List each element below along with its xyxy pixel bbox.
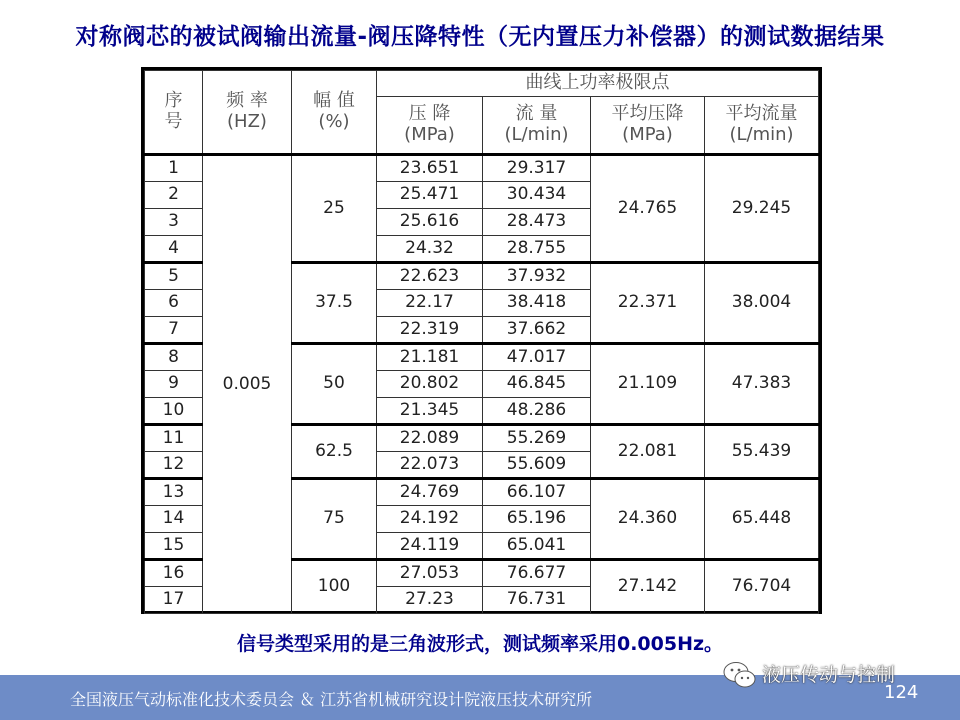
footer-organizations: 全国液压气动标准化技术委员会 ＆ 江苏省机械研究设计院液压技术研究所 — [70, 690, 593, 709]
cell-seq: 6 — [145, 290, 203, 317]
header-amplitude: 幅 值 (%) — [292, 71, 377, 155]
cell-avg-pressure-drop: 22.371 — [591, 263, 705, 344]
cell-seq: 4 — [145, 236, 203, 263]
cell-pressure-drop: 22.089 — [377, 425, 483, 452]
cell-pressure-drop: 22.319 — [377, 317, 483, 344]
cell-seq: 5 — [145, 263, 203, 290]
cell-flow: 38.418 — [483, 290, 591, 317]
cell-flow: 65.041 — [483, 533, 591, 560]
cell-avg-flow: 38.004 — [705, 263, 819, 344]
cell-avg-pressure-drop: 24.360 — [591, 479, 705, 560]
header-frequency: 频 率 (HZ) — [203, 71, 292, 155]
watermark-account: 液压传动与控制 — [762, 664, 896, 686]
header-flow: 流 量 (L/min) — [483, 97, 591, 155]
cell-amplitude: 50 — [292, 344, 377, 425]
cell-seq: 14 — [145, 506, 203, 533]
cell-amplitude: 37.5 — [292, 263, 377, 344]
header-avg-pressure-drop: 平均压降 (MPa) — [591, 97, 705, 155]
cell-pressure-drop: 24.769 — [377, 479, 483, 506]
cell-flow: 46.845 — [483, 371, 591, 398]
cell-avg-pressure-drop: 21.109 — [591, 344, 705, 425]
cell-amplitude: 100 — [292, 560, 377, 614]
cell-seq: 15 — [145, 533, 203, 560]
cell-pressure-drop: 27.053 — [377, 560, 483, 587]
cell-flow: 55.269 — [483, 425, 591, 452]
header-seq: 序 号 — [145, 71, 203, 155]
cell-amplitude: 25 — [292, 155, 377, 263]
cell-avg-flow: 76.704 — [705, 560, 819, 614]
wechat-icon — [722, 660, 758, 690]
header-power-limit-group: 曲线上功率极限点 — [377, 71, 819, 97]
cell-flow: 65.196 — [483, 506, 591, 533]
cell-flow: 66.107 — [483, 479, 591, 506]
cell-flow: 37.662 — [483, 317, 591, 344]
cell-seq: 10 — [145, 398, 203, 425]
cell-seq: 11 — [145, 425, 203, 452]
cell-seq: 9 — [145, 371, 203, 398]
cell-pressure-drop: 22.073 — [377, 452, 483, 479]
cell-pressure-drop: 20.802 — [377, 371, 483, 398]
cell-frequency: 0.005 — [203, 155, 292, 614]
signal-note: 信号类型采用的是三角波形式，测试频率采用0.005Hz。 — [236, 633, 724, 655]
cell-flow: 30.434 — [483, 182, 591, 209]
cell-pressure-drop: 27.23 — [377, 587, 483, 614]
cell-seq: 1 — [145, 155, 203, 182]
table-body — [145, 155, 819, 614]
cell-seq: 8 — [145, 344, 203, 371]
results-table — [141, 67, 822, 614]
cell-flow: 55.609 — [483, 452, 591, 479]
cell-pressure-drop: 22.17 — [377, 290, 483, 317]
cell-avg-pressure-drop: 22.081 — [591, 425, 705, 479]
cell-avg-flow: 55.439 — [705, 425, 819, 479]
cell-pressure-drop: 22.623 — [377, 263, 483, 290]
table-row — [145, 155, 819, 182]
cell-pressure-drop: 25.616 — [377, 209, 483, 236]
cell-flow: 48.286 — [483, 398, 591, 425]
cell-pressure-drop: 21.181 — [377, 344, 483, 371]
cell-flow: 76.677 — [483, 560, 591, 587]
cell-flow: 28.473 — [483, 209, 591, 236]
cell-avg-flow: 29.245 — [705, 155, 819, 263]
cell-seq: 12 — [145, 452, 203, 479]
cell-flow: 47.017 — [483, 344, 591, 371]
cell-avg-flow: 47.383 — [705, 344, 819, 425]
cell-seq: 2 — [145, 182, 203, 209]
cell-avg-pressure-drop: 27.142 — [591, 560, 705, 614]
cell-flow: 37.932 — [483, 263, 591, 290]
cell-seq: 16 — [145, 560, 203, 587]
header-avg-flow: 平均流量 (L/min) — [705, 97, 819, 155]
cell-pressure-drop: 25.471 — [377, 182, 483, 209]
cell-avg-pressure-drop: 24.765 — [591, 155, 705, 263]
cell-seq: 17 — [145, 587, 203, 614]
cell-amplitude: 75 — [292, 479, 377, 560]
cell-pressure-drop: 24.119 — [377, 533, 483, 560]
slide-title: 对称阀芯的被试阀输出流量-阀压降特性（无内置压力补偿器）的测试数据结果 — [75, 24, 885, 50]
cell-pressure-drop: 21.345 — [377, 398, 483, 425]
cell-pressure-drop: 24.32 — [377, 236, 483, 263]
cell-seq: 13 — [145, 479, 203, 506]
cell-pressure-drop: 23.651 — [377, 155, 483, 182]
cell-seq: 7 — [145, 317, 203, 344]
header-pressure-drop: 压 降 (MPa) — [377, 97, 483, 155]
page-number: 124 — [884, 682, 919, 703]
cell-flow: 29.317 — [483, 155, 591, 182]
cell-flow: 76.731 — [483, 587, 591, 614]
cell-flow: 28.755 — [483, 236, 591, 263]
cell-avg-flow: 65.448 — [705, 479, 819, 560]
cell-amplitude: 62.5 — [292, 425, 377, 479]
cell-seq: 3 — [145, 209, 203, 236]
cell-pressure-drop: 24.192 — [377, 506, 483, 533]
